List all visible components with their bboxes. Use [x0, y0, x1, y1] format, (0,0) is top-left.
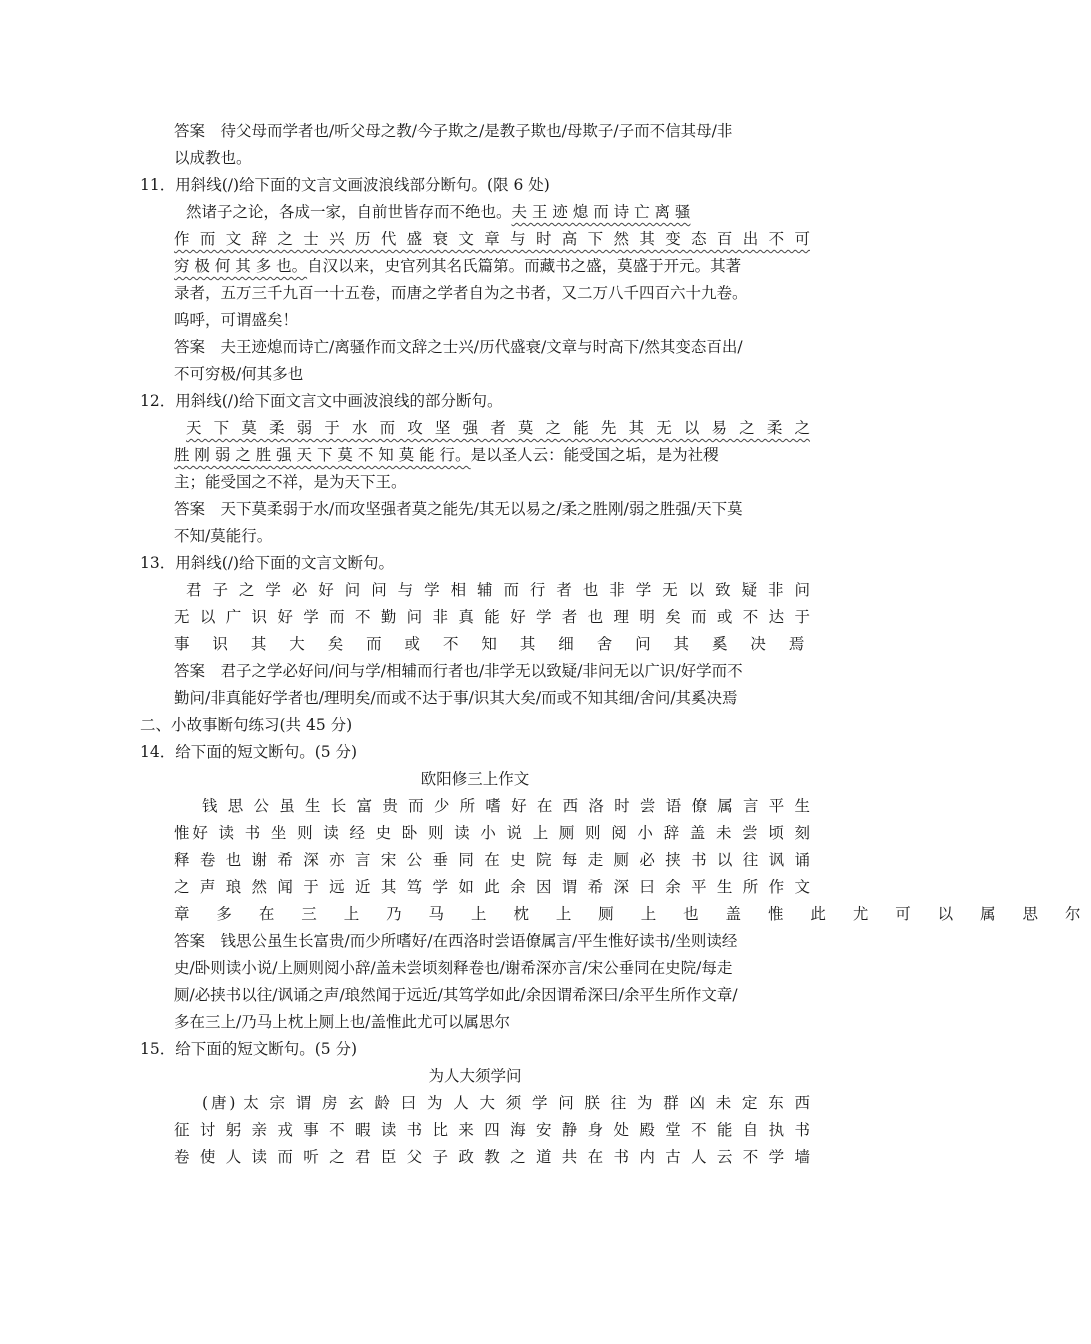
text-line: 之 声 琅 然 闻 于 远 近 其 笃 学 如 此 余 因 谓 希 深 曰 余 平 生 所 作 文 — [174, 878, 810, 896]
text-line: 答案 君子之学必好问/问与学/相辅而行者也/非学无以致疑/非问无以广识/好学而不 — [174, 662, 743, 680]
text-line — [140, 442, 810, 469]
text-line: 史/卧则读小说/上厕则阅小辞/盖未尝顷刻释卷也/谢希深亦言/宋公垂同在史院/每走 — [174, 959, 733, 977]
text-line: 钱 思 公 虽 生 长 富 贵 而 少 所 嗜 好 在 西 洛 时 尝 语 僚 属 言 平 生 — [202, 797, 810, 815]
text-segment: 然诸子之论，各成一家，自前世皆存而不绝也。 — [186, 203, 512, 221]
text-line: 答案 待父母而学者也/听父母之教/今子欺之/是教子欺也/母欺子/子而不信其母/非 — [174, 122, 733, 140]
text-line: 14．给下面的短文断句。(5 分) — [140, 743, 358, 761]
wavy-underlined-text: 胜 刚 弱 之 胜 强 天 下 莫 不 知 莫 能 行。 — [174, 446, 471, 464]
text-line: 欧阳修三上作文 — [420, 770, 530, 788]
text-line: 君 子 之 学 必 好 问 问 与 学 相 辅 而 行 者 也 非 学 无 以 致 疑 非 问 — [186, 581, 810, 599]
text-line: 章 多 在 三 上 乃 马 上 枕 上 厕 上 也 盖 惟 此 尤 可 以 属 思 尔 — [174, 905, 1091, 923]
text-line: (唐) 太 宗 谓 房 玄 龄 曰 为 人 大 须 学 问 朕 往 为 群 凶 未 定 东 西 — [202, 1094, 810, 1112]
text-line: 12．用斜线(/)给下面文言文中画波浪线的部分断句。 — [140, 392, 503, 410]
wavy-underlined-text: 穷 极 何 其 多 也。 — [174, 257, 308, 275]
text-line — [140, 226, 810, 253]
text-line — [140, 415, 810, 442]
text-line: 为人大须学问 — [428, 1067, 522, 1085]
text-line: 厕/必挟书以往/讽诵之声/琅然闻于远近/其笃学如此/余因谓希深曰/余平生所作文章/ — [174, 986, 738, 1004]
wavy-underlined-text: 天 下 莫 柔 弱 于 水 而 攻 坚 强 者 莫 之 能 先 其 无 以 易 之 柔 之 — [186, 419, 810, 437]
text-line: 呜呼，可谓盛矣！ — [174, 311, 299, 329]
text-line: 主；能受国之不祥，是为天下王。 — [174, 473, 407, 491]
text-segment: 是以圣人云：能受国之垢，是为社稷 — [470, 446, 719, 464]
text-line: 11．用斜线(/)给下面的文言文画波浪线部分断句。(限 6 处) — [140, 176, 550, 194]
wavy-underlined-text: 作 而 文 辞 之 士 兴 历 代 盛 衰 文 章 与 时 高 下 然 其 变 态 百 出 不 可 — [174, 230, 810, 248]
text-line: 征 讨 躬 亲 戎 事 不 暇 读 书 比 来 四 海 安 静 身 处 殿 堂 不 能 自 执 书 — [174, 1121, 810, 1139]
text-line: 卷 使 人 读 而 听 之 君 臣 父 子 政 教 之 道 共 在 书 内 古 人 云 不 学 墙 — [174, 1148, 810, 1166]
text-line: 不可穷极/何其多也 — [174, 365, 304, 383]
text-line: 无 以 广 识 好 学 而 不 勤 问 非 真 能 好 学 者 也 理 明 矣 而 或 不 达 于 — [174, 608, 810, 626]
text-line: 多在三上/乃马上枕上厕上也/盖惟此尤可以属思尔 — [174, 1013, 510, 1031]
text-line: 13．用斜线(/)给下面的文言文断句。 — [140, 554, 395, 572]
wavy-underlined-text: 夫 王 迹 熄 而 诗 亡 离 骚 — [511, 203, 691, 221]
text-line: 事 识 其 大 矣 而 或 不 知 其 细 舍 问 其 奚 决 焉 — [174, 635, 814, 653]
text-line — [140, 199, 810, 226]
text-line: 以成教也。 — [174, 149, 252, 167]
text-line: 二、小故事断句练习(共 45 分) — [140, 716, 353, 734]
text-line: 惟好 读 书 坐 则 读 经 史 卧 则 读 小 说 上 厕 则 阅 小 辞 盖 未 尝 顷 刻 — [174, 824, 810, 842]
text-line — [140, 253, 810, 280]
text-line: 答案 夫王迹熄而诗亡/离骚作而文辞之士兴/历代盛衰/文章与时高下/然其变态百出/ — [174, 338, 743, 356]
text-line: 15．给下面的短文断句。(5 分) — [140, 1040, 358, 1058]
text-line: 释 卷 也 谢 希 深 亦 言 宋 公 垂 同 在 史 院 每 走 厕 必 挟 书 以 往 讽 诵 — [174, 851, 810, 869]
text-line: 答案 钱思公虽生长富贵/而少所嗜好/在西洛时尝语僚属言/平生惟好读书/坐则读经 — [174, 932, 738, 950]
text-line: 不知/莫能行。 — [174, 527, 273, 545]
text-line: 录者，五万三千九百一十五卷，而唐之学者自为之书者，又二万八千四百六十九卷。 — [174, 284, 748, 302]
text-line: 答案 天下莫柔弱于水/而攻坚强者莫之能先/其无以易之/柔之胜刚/弱之胜强/天下莫 — [174, 500, 743, 518]
text-line: 勤问/非真能好学者也/理明矣/而或不达于事/识其大矣/而或不知其细/舍问/其奚决焉 — [174, 689, 738, 707]
text-segment: 自汉以来，史官列其名氏篇第。而藏书之盛，莫盛于开元。其著 — [307, 257, 742, 275]
